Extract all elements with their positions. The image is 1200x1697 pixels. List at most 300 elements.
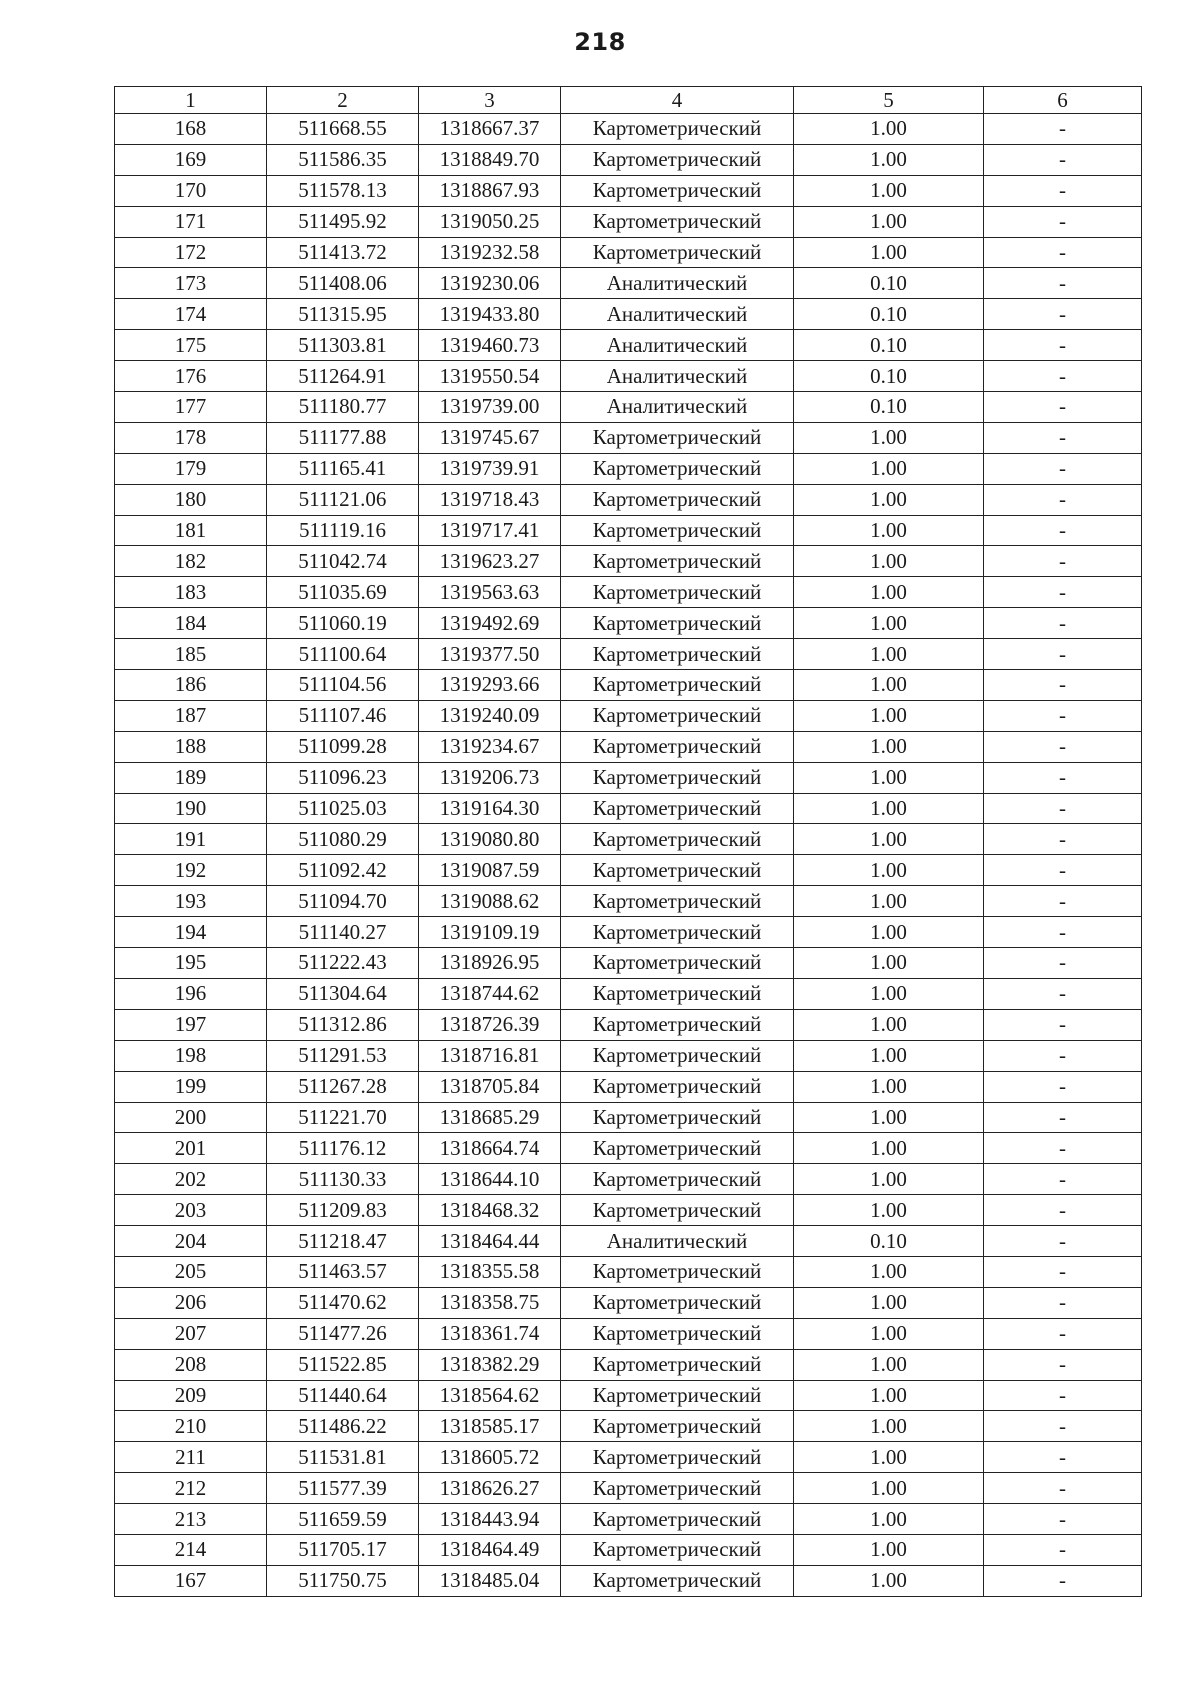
method-cell: Картометрический xyxy=(561,917,794,948)
point-number-cell: 203 xyxy=(115,1195,267,1226)
table-row xyxy=(115,855,1142,886)
note-cell: - xyxy=(984,361,1142,392)
point-number-cell: 189 xyxy=(115,762,267,793)
point-number-cell: 202 xyxy=(115,1164,267,1195)
x-coordinate-cell: 511264.91 xyxy=(267,361,419,392)
y-coordinate-cell: 1318716.81 xyxy=(419,1040,561,1071)
x-coordinate-cell: 511586.35 xyxy=(267,144,419,175)
method-cell: Картометрический xyxy=(561,1473,794,1504)
x-coordinate-cell: 511092.42 xyxy=(267,855,419,886)
point-number-cell: 209 xyxy=(115,1380,267,1411)
accuracy-cell: 1.00 xyxy=(794,608,984,639)
y-coordinate-cell: 1318464.44 xyxy=(419,1226,561,1257)
note-cell: - xyxy=(984,1226,1142,1257)
method-cell: Картометрический xyxy=(561,1256,794,1287)
accuracy-cell: 1.00 xyxy=(794,144,984,175)
accuracy-cell: 1.00 xyxy=(794,515,984,546)
y-coordinate-cell: 1319739.91 xyxy=(419,453,561,484)
point-number-cell: 170 xyxy=(115,175,267,206)
method-cell: Картометрический xyxy=(561,577,794,608)
method-cell: Картометрический xyxy=(561,1287,794,1318)
table-body xyxy=(115,114,1142,1597)
point-number-cell: 168 xyxy=(115,114,267,145)
method-cell: Картометрический xyxy=(561,762,794,793)
table-row xyxy=(115,1009,1142,1040)
accuracy-cell: 0.10 xyxy=(794,361,984,392)
y-coordinate-cell: 1319745.67 xyxy=(419,422,561,453)
x-coordinate-cell: 511107.46 xyxy=(267,700,419,731)
table-row xyxy=(115,1411,1142,1442)
point-number-cell: 207 xyxy=(115,1318,267,1349)
y-coordinate-cell: 1319087.59 xyxy=(419,855,561,886)
accuracy-cell: 1.00 xyxy=(794,917,984,948)
accuracy-cell: 0.10 xyxy=(794,330,984,361)
method-cell: Картометрический xyxy=(561,515,794,546)
note-cell: - xyxy=(984,639,1142,670)
y-coordinate-cell: 1319293.66 xyxy=(419,670,561,701)
y-coordinate-cell: 1318926.95 xyxy=(419,948,561,979)
point-number-cell: 194 xyxy=(115,917,267,948)
y-coordinate-cell: 1319433.80 xyxy=(419,299,561,330)
accuracy-cell: 1.00 xyxy=(794,1565,984,1596)
point-number-cell: 173 xyxy=(115,268,267,299)
table-row xyxy=(115,299,1142,330)
table-row xyxy=(115,793,1142,824)
point-number-cell: 190 xyxy=(115,793,267,824)
note-cell: - xyxy=(984,330,1142,361)
table-row xyxy=(115,948,1142,979)
y-coordinate-cell: 1319623.27 xyxy=(419,546,561,577)
method-cell: Картометрический xyxy=(561,1040,794,1071)
table-row xyxy=(115,1504,1142,1535)
accuracy-cell: 1.00 xyxy=(794,948,984,979)
y-coordinate-cell: 1319080.80 xyxy=(419,824,561,855)
accuracy-cell: 1.00 xyxy=(794,1411,984,1442)
table-row xyxy=(115,1040,1142,1071)
note-cell: - xyxy=(984,268,1142,299)
table-row xyxy=(115,1256,1142,1287)
method-cell: Картометрический xyxy=(561,1009,794,1040)
method-cell: Картометрический xyxy=(561,453,794,484)
accuracy-cell: 1.00 xyxy=(794,1133,984,1164)
y-coordinate-cell: 1318705.84 xyxy=(419,1071,561,1102)
table-row xyxy=(115,670,1142,701)
method-cell: Картометрический xyxy=(561,978,794,1009)
accuracy-cell: 1.00 xyxy=(794,1071,984,1102)
method-cell: Картометрический xyxy=(561,1102,794,1133)
accuracy-cell: 1.00 xyxy=(794,1473,984,1504)
point-number-cell: 196 xyxy=(115,978,267,1009)
x-coordinate-cell: 511705.17 xyxy=(267,1534,419,1565)
point-number-cell: 205 xyxy=(115,1256,267,1287)
table-row xyxy=(115,1164,1142,1195)
x-coordinate-cell: 511130.33 xyxy=(267,1164,419,1195)
note-cell: - xyxy=(984,484,1142,515)
x-coordinate-cell: 511121.06 xyxy=(267,484,419,515)
y-coordinate-cell: 1318664.74 xyxy=(419,1133,561,1164)
note-cell: - xyxy=(984,1349,1142,1380)
table-row xyxy=(115,268,1142,299)
accuracy-cell: 1.00 xyxy=(794,1287,984,1318)
y-coordinate-cell: 1319240.09 xyxy=(419,700,561,731)
table-row xyxy=(115,824,1142,855)
y-coordinate-cell: 1318355.58 xyxy=(419,1256,561,1287)
x-coordinate-cell: 511180.77 xyxy=(267,392,419,423)
table-row xyxy=(115,546,1142,577)
note-cell: - xyxy=(984,1040,1142,1071)
point-number-cell: 178 xyxy=(115,422,267,453)
y-coordinate-cell: 1319232.58 xyxy=(419,237,561,268)
x-coordinate-cell: 511408.06 xyxy=(267,268,419,299)
point-number-cell: 186 xyxy=(115,670,267,701)
method-cell: Картометрический xyxy=(561,700,794,731)
method-cell: Картометрический xyxy=(561,1411,794,1442)
method-cell: Аналитический xyxy=(561,330,794,361)
table-row xyxy=(115,1318,1142,1349)
accuracy-cell: 1.00 xyxy=(794,824,984,855)
x-coordinate-cell: 511222.43 xyxy=(267,948,419,979)
x-coordinate-cell: 511304.64 xyxy=(267,978,419,1009)
y-coordinate-cell: 1319377.50 xyxy=(419,639,561,670)
method-cell: Картометрический xyxy=(561,1504,794,1535)
table-row xyxy=(115,144,1142,175)
x-coordinate-cell: 511413.72 xyxy=(267,237,419,268)
method-cell: Картометрический xyxy=(561,793,794,824)
note-cell: - xyxy=(984,1473,1142,1504)
point-number-cell: 208 xyxy=(115,1349,267,1380)
point-number-cell: 212 xyxy=(115,1473,267,1504)
method-cell: Картометрический xyxy=(561,206,794,237)
x-coordinate-cell: 511463.57 xyxy=(267,1256,419,1287)
method-cell: Картометрический xyxy=(561,1534,794,1565)
x-coordinate-cell: 511096.23 xyxy=(267,762,419,793)
point-number-cell: 171 xyxy=(115,206,267,237)
table-row xyxy=(115,577,1142,608)
note-cell: - xyxy=(984,670,1142,701)
method-cell: Картометрический xyxy=(561,855,794,886)
x-coordinate-cell: 511303.81 xyxy=(267,330,419,361)
note-cell: - xyxy=(984,1256,1142,1287)
accuracy-cell: 1.00 xyxy=(794,1164,984,1195)
point-number-cell: 175 xyxy=(115,330,267,361)
x-coordinate-cell: 511315.95 xyxy=(267,299,419,330)
accuracy-cell: 1.00 xyxy=(794,114,984,145)
y-coordinate-cell: 1319088.62 xyxy=(419,886,561,917)
note-cell: - xyxy=(984,1534,1142,1565)
method-cell: Картометрический xyxy=(561,175,794,206)
accuracy-cell: 1.00 xyxy=(794,762,984,793)
table-row xyxy=(115,1380,1142,1411)
point-number-cell: 176 xyxy=(115,361,267,392)
point-number-cell: 197 xyxy=(115,1009,267,1040)
x-coordinate-cell: 511099.28 xyxy=(267,731,419,762)
table-row xyxy=(115,1349,1142,1380)
note-cell: - xyxy=(984,515,1142,546)
method-cell: Картометрический xyxy=(561,1164,794,1195)
accuracy-cell: 1.00 xyxy=(794,1442,984,1473)
point-number-cell: 193 xyxy=(115,886,267,917)
y-coordinate-cell: 1318382.29 xyxy=(419,1349,561,1380)
note-cell: - xyxy=(984,299,1142,330)
point-number-cell: 172 xyxy=(115,237,267,268)
note-cell: - xyxy=(984,1442,1142,1473)
y-coordinate-cell: 1319234.67 xyxy=(419,731,561,762)
x-coordinate-cell: 511470.62 xyxy=(267,1287,419,1318)
method-cell: Картометрический xyxy=(561,639,794,670)
x-coordinate-cell: 511659.59 xyxy=(267,1504,419,1535)
y-coordinate-cell: 1319718.43 xyxy=(419,484,561,515)
accuracy-cell: 0.10 xyxy=(794,392,984,423)
point-number-cell: 214 xyxy=(115,1534,267,1565)
x-coordinate-cell: 511080.29 xyxy=(267,824,419,855)
method-cell: Картометрический xyxy=(561,608,794,639)
x-coordinate-cell: 511209.83 xyxy=(267,1195,419,1226)
accuracy-cell: 1.00 xyxy=(794,1504,984,1535)
x-coordinate-cell: 511577.39 xyxy=(267,1473,419,1504)
table-row xyxy=(115,484,1142,515)
note-cell: - xyxy=(984,237,1142,268)
accuracy-cell: 1.00 xyxy=(794,1256,984,1287)
note-cell: - xyxy=(984,700,1142,731)
method-cell: Картометрический xyxy=(561,1565,794,1596)
note-cell: - xyxy=(984,392,1142,423)
note-cell: - xyxy=(984,1380,1142,1411)
accuracy-cell: 1.00 xyxy=(794,1102,984,1133)
y-coordinate-cell: 1319050.25 xyxy=(419,206,561,237)
y-coordinate-cell: 1318605.72 xyxy=(419,1442,561,1473)
accuracy-cell: 1.00 xyxy=(794,978,984,1009)
page-number: 218 xyxy=(574,28,626,56)
x-coordinate-cell: 511578.13 xyxy=(267,175,419,206)
x-coordinate-cell: 511060.19 xyxy=(267,608,419,639)
table-row xyxy=(115,608,1142,639)
note-cell: - xyxy=(984,886,1142,917)
accuracy-cell: 1.00 xyxy=(794,237,984,268)
method-cell: Картометрический xyxy=(561,1380,794,1411)
accuracy-cell: 1.00 xyxy=(794,453,984,484)
method-cell: Аналитический xyxy=(561,1226,794,1257)
method-cell: Картометрический xyxy=(561,1133,794,1164)
x-coordinate-cell: 511176.12 xyxy=(267,1133,419,1164)
accuracy-cell: 1.00 xyxy=(794,484,984,515)
note-cell: - xyxy=(984,175,1142,206)
column-header: 3 xyxy=(419,87,561,114)
accuracy-cell: 1.00 xyxy=(794,1380,984,1411)
method-cell: Картометрический xyxy=(561,1318,794,1349)
note-cell: - xyxy=(984,608,1142,639)
y-coordinate-cell: 1318726.39 xyxy=(419,1009,561,1040)
table-row xyxy=(115,361,1142,392)
table-row xyxy=(115,700,1142,731)
y-coordinate-cell: 1318361.74 xyxy=(419,1318,561,1349)
accuracy-cell: 1.00 xyxy=(794,1195,984,1226)
point-number-cell: 169 xyxy=(115,144,267,175)
accuracy-cell: 0.10 xyxy=(794,299,984,330)
note-cell: - xyxy=(984,114,1142,145)
x-coordinate-cell: 511477.26 xyxy=(267,1318,419,1349)
coordinates-table xyxy=(114,86,1142,1597)
method-cell: Картометрический xyxy=(561,484,794,515)
accuracy-cell: 1.00 xyxy=(794,175,984,206)
table-row xyxy=(115,1102,1142,1133)
point-number-cell: 192 xyxy=(115,855,267,886)
method-cell: Картометрический xyxy=(561,237,794,268)
table-row xyxy=(115,1287,1142,1318)
note-cell: - xyxy=(984,917,1142,948)
x-coordinate-cell: 511035.69 xyxy=(267,577,419,608)
y-coordinate-cell: 1318358.75 xyxy=(419,1287,561,1318)
accuracy-cell: 1.00 xyxy=(794,546,984,577)
y-coordinate-cell: 1319206.73 xyxy=(419,762,561,793)
y-coordinate-cell: 1318626.27 xyxy=(419,1473,561,1504)
point-number-cell: 206 xyxy=(115,1287,267,1318)
x-coordinate-cell: 511094.70 xyxy=(267,886,419,917)
method-cell: Картометрический xyxy=(561,546,794,577)
note-cell: - xyxy=(984,762,1142,793)
point-number-cell: 211 xyxy=(115,1442,267,1473)
accuracy-cell: 1.00 xyxy=(794,700,984,731)
table-row xyxy=(115,978,1142,1009)
x-coordinate-cell: 511100.64 xyxy=(267,639,419,670)
method-cell: Картометрический xyxy=(561,1071,794,1102)
accuracy-cell: 1.00 xyxy=(794,1318,984,1349)
table-row xyxy=(115,175,1142,206)
note-cell: - xyxy=(984,453,1142,484)
table-row xyxy=(115,917,1142,948)
column-header: 4 xyxy=(561,87,794,114)
table-row xyxy=(115,1226,1142,1257)
note-cell: - xyxy=(984,824,1142,855)
table-row xyxy=(115,1133,1142,1164)
table-row xyxy=(115,1071,1142,1102)
note-cell: - xyxy=(984,948,1142,979)
x-coordinate-cell: 511218.47 xyxy=(267,1226,419,1257)
note-cell: - xyxy=(984,1318,1142,1349)
accuracy-cell: 1.00 xyxy=(794,886,984,917)
point-number-cell: 199 xyxy=(115,1071,267,1102)
method-cell: Картометрический xyxy=(561,1195,794,1226)
point-number-cell: 201 xyxy=(115,1133,267,1164)
point-number-cell: 179 xyxy=(115,453,267,484)
method-cell: Картометрический xyxy=(561,948,794,979)
x-coordinate-cell: 511025.03 xyxy=(267,793,419,824)
y-coordinate-cell: 1318464.49 xyxy=(419,1534,561,1565)
note-cell: - xyxy=(984,144,1142,175)
table-row xyxy=(115,422,1142,453)
note-cell: - xyxy=(984,577,1142,608)
point-number-cell: 180 xyxy=(115,484,267,515)
note-cell: - xyxy=(984,1133,1142,1164)
y-coordinate-cell: 1318585.17 xyxy=(419,1411,561,1442)
accuracy-cell: 1.00 xyxy=(794,422,984,453)
table-row xyxy=(115,114,1142,145)
table-row xyxy=(115,392,1142,423)
method-cell: Аналитический xyxy=(561,299,794,330)
note-cell: - xyxy=(984,1009,1142,1040)
method-cell: Картометрический xyxy=(561,824,794,855)
y-coordinate-cell: 1319109.19 xyxy=(419,917,561,948)
point-number-cell: 184 xyxy=(115,608,267,639)
x-coordinate-cell: 511486.22 xyxy=(267,1411,419,1442)
point-number-cell: 182 xyxy=(115,546,267,577)
method-cell: Картометрический xyxy=(561,114,794,145)
table-row xyxy=(115,1195,1142,1226)
point-number-cell: 183 xyxy=(115,577,267,608)
x-coordinate-cell: 511267.28 xyxy=(267,1071,419,1102)
accuracy-cell: 1.00 xyxy=(794,1349,984,1380)
table-row xyxy=(115,515,1142,546)
accuracy-cell: 1.00 xyxy=(794,206,984,237)
method-cell: Картометрический xyxy=(561,886,794,917)
table-row xyxy=(115,731,1142,762)
point-number-cell: 167 xyxy=(115,1565,267,1596)
table-row xyxy=(115,639,1142,670)
x-coordinate-cell: 511440.64 xyxy=(267,1380,419,1411)
method-cell: Картометрический xyxy=(561,422,794,453)
point-number-cell: 210 xyxy=(115,1411,267,1442)
point-number-cell: 187 xyxy=(115,700,267,731)
note-cell: - xyxy=(984,1071,1142,1102)
method-cell: Аналитический xyxy=(561,361,794,392)
table-row xyxy=(115,330,1142,361)
note-cell: - xyxy=(984,855,1142,886)
accuracy-cell: 1.00 xyxy=(794,1534,984,1565)
note-cell: - xyxy=(984,1504,1142,1535)
point-number-cell: 177 xyxy=(115,392,267,423)
accuracy-cell: 1.00 xyxy=(794,1009,984,1040)
x-coordinate-cell: 511119.16 xyxy=(267,515,419,546)
accuracy-cell: 0.10 xyxy=(794,268,984,299)
column-header: 2 xyxy=(267,87,419,114)
note-cell: - xyxy=(984,1195,1142,1226)
point-number-cell: 181 xyxy=(115,515,267,546)
accuracy-cell: 1.00 xyxy=(794,670,984,701)
x-coordinate-cell: 511312.86 xyxy=(267,1009,419,1040)
y-coordinate-cell: 1318867.93 xyxy=(419,175,561,206)
table-row xyxy=(115,1442,1142,1473)
note-cell: - xyxy=(984,422,1142,453)
point-number-cell: 191 xyxy=(115,824,267,855)
y-coordinate-cell: 1319492.69 xyxy=(419,608,561,639)
y-coordinate-cell: 1318849.70 xyxy=(419,144,561,175)
x-coordinate-cell: 511042.74 xyxy=(267,546,419,577)
x-coordinate-cell: 511177.88 xyxy=(267,422,419,453)
y-coordinate-cell: 1318667.37 xyxy=(419,114,561,145)
table-row xyxy=(115,1565,1142,1596)
x-coordinate-cell: 511495.92 xyxy=(267,206,419,237)
accuracy-cell: 0.10 xyxy=(794,1226,984,1257)
y-coordinate-cell: 1318685.29 xyxy=(419,1102,561,1133)
table-row xyxy=(115,1473,1142,1504)
y-coordinate-cell: 1319739.00 xyxy=(419,392,561,423)
point-number-cell: 204 xyxy=(115,1226,267,1257)
table-row xyxy=(115,886,1142,917)
x-coordinate-cell: 511531.81 xyxy=(267,1442,419,1473)
y-coordinate-cell: 1319230.06 xyxy=(419,268,561,299)
note-cell: - xyxy=(984,1287,1142,1318)
method-cell: Картометрический xyxy=(561,1442,794,1473)
point-number-cell: 213 xyxy=(115,1504,267,1535)
method-cell: Аналитический xyxy=(561,392,794,423)
accuracy-cell: 1.00 xyxy=(794,731,984,762)
note-cell: - xyxy=(984,1102,1142,1133)
method-cell: Картометрический xyxy=(561,1349,794,1380)
y-coordinate-cell: 1319460.73 xyxy=(419,330,561,361)
point-number-cell: 174 xyxy=(115,299,267,330)
y-coordinate-cell: 1318443.94 xyxy=(419,1504,561,1535)
point-number-cell: 200 xyxy=(115,1102,267,1133)
table-row xyxy=(115,1534,1142,1565)
